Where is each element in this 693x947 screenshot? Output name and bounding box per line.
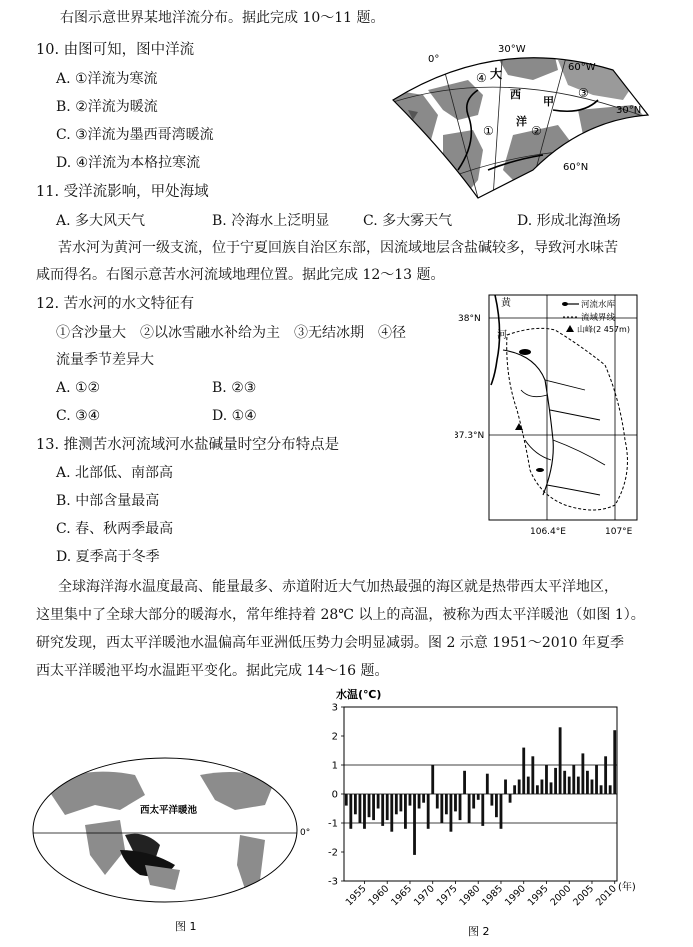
bar: [381, 794, 384, 826]
option-d[interactable]: D. ④洋流为本格拉寒流: [56, 155, 201, 171]
bar: [531, 756, 534, 794]
bar: [413, 794, 416, 855]
x-axis-title: (年): [618, 882, 636, 893]
x-tick-label: 1980: [457, 883, 483, 909]
bar: [481, 794, 484, 826]
figure-caption: 图 1: [175, 920, 197, 933]
bar: [477, 794, 480, 800]
x-tick-label: 2005: [571, 883, 597, 909]
option-b[interactable]: B. 中部含量最高: [56, 493, 160, 509]
bar: [386, 794, 389, 820]
y-tick-label: -1: [328, 818, 338, 830]
bar: [354, 794, 357, 814]
lat-label: 38°N: [458, 314, 481, 324]
lon-label: 106.4°E: [530, 527, 566, 537]
ocean-label: 西: [510, 88, 521, 101]
option-c[interactable]: C. ③④: [56, 408, 101, 424]
bar: [600, 785, 603, 794]
bar: [568, 777, 571, 794]
bar: [581, 753, 584, 794]
bar: [490, 794, 493, 806]
bar: [445, 794, 448, 814]
ocean-current-map: [383, 40, 683, 200]
bar: [513, 785, 516, 794]
question-items: 流量季节差异大: [56, 352, 154, 368]
bar: [595, 765, 598, 794]
bar: [450, 794, 453, 832]
river-label: 河: [497, 330, 507, 341]
bar: [422, 794, 425, 803]
x-tick-label: 1955: [343, 883, 369, 909]
bar: [409, 794, 412, 806]
option-b[interactable]: B. ②洋流为暖流: [56, 99, 158, 115]
x-tick-label: 1990: [502, 883, 528, 909]
bar: [463, 771, 466, 794]
bar: [572, 765, 575, 794]
bar: [472, 794, 475, 809]
y-tick-label: 1: [331, 760, 338, 772]
bar: [486, 774, 489, 794]
intro-text: 西太平洋暖池平均水温距平变化。据此完成 14～16 题。: [36, 663, 389, 679]
bar: [454, 794, 457, 811]
y-tick-label: -2: [328, 847, 338, 859]
question-stem: 13. 推测苦水河流域河水盐碱量时空分布特点是: [36, 437, 340, 453]
bar: [504, 780, 507, 795]
y-tick-label: 2: [331, 731, 338, 743]
y-tick-label: -3: [328, 876, 338, 888]
y-tick-label: 0: [331, 789, 338, 801]
bar: [536, 785, 539, 794]
question-stem: 11. 受洋流影响，甲处海域: [36, 184, 209, 200]
bar: [395, 794, 398, 814]
bar: [613, 730, 616, 794]
bar: [459, 794, 462, 820]
option-c[interactable]: C. ③洋流为墨西哥湾暖流: [56, 127, 214, 143]
x-tick-label: 1970: [411, 883, 437, 909]
bar: [440, 794, 443, 823]
figure-caption: 图 2: [468, 925, 490, 938]
bar: [550, 782, 553, 794]
bar: [372, 794, 375, 820]
bar: [509, 794, 512, 803]
bar: [527, 777, 530, 794]
question-items: ①含沙量大 ②以冰雪融水补给为主 ③无结冰期 ④径: [56, 325, 406, 341]
y-tick-label: 3: [331, 702, 338, 714]
option-a[interactable]: A. 北部低、南部高: [56, 465, 174, 481]
intro-text: 研究发现，西太平洋暖池水温偏高年亚洲低压势力会明显减弱。图 2 示意 1951～2010 年夏季: [36, 635, 624, 651]
ocean-label: 大: [490, 67, 503, 81]
bar: [418, 794, 421, 809]
option-b[interactable]: B. ②③: [212, 380, 257, 396]
option-c[interactable]: C. 多大雾天气: [363, 213, 453, 229]
lon-label: 0°: [428, 54, 440, 65]
river-basin-map: [455, 290, 655, 545]
bar: [404, 794, 407, 829]
x-tick-label: 2000: [548, 883, 574, 909]
current-label: ③: [578, 86, 589, 100]
option-d[interactable]: D. 夏季高于冬季: [56, 549, 160, 565]
x-tick-label: 1985: [480, 883, 506, 909]
bar: [563, 771, 566, 794]
place-label: 甲: [543, 95, 554, 108]
bar: [495, 794, 498, 817]
bar: [368, 794, 371, 817]
option-a[interactable]: A. ①②: [56, 380, 101, 396]
intro-text: 全球海洋海水温度最高、能量最多、赤道附近大气加热最强的海区就是热带西太平洋地区，: [58, 579, 618, 595]
lon-label: 60°W: [568, 62, 596, 73]
bar: [436, 794, 439, 809]
bar: [390, 794, 393, 832]
option-c[interactable]: C. 春、秋两季最高: [56, 521, 174, 537]
question-stem: 12. 苦水河的水文特征有: [36, 296, 195, 312]
lon-label: 30°W: [498, 44, 526, 55]
bar: [518, 780, 521, 795]
option-d[interactable]: D. ①④: [212, 408, 257, 424]
bar: [554, 768, 557, 794]
lat-label: 60°N: [563, 162, 589, 173]
bar: [427, 794, 430, 829]
bar: [577, 777, 580, 794]
ocean-label: 洋: [516, 115, 527, 128]
map-label: 西太平洋暖池: [140, 805, 198, 816]
bar: [363, 794, 366, 829]
option-d[interactable]: D. 形成北海渔场: [517, 213, 621, 229]
bar: [604, 756, 607, 794]
lat-label: 37.3°N: [455, 431, 485, 441]
bar: [377, 794, 380, 809]
option-a[interactable]: A. 多大风天气: [56, 213, 146, 229]
y-axis-title: 水温(℃): [336, 688, 382, 701]
current-label: ④: [476, 71, 487, 85]
option-b[interactable]: B. 冷海水上泛明显: [212, 213, 330, 229]
bar: [522, 748, 525, 794]
bar: [500, 794, 503, 829]
current-label: ①: [483, 124, 494, 138]
bar: [609, 785, 612, 794]
river-label: 黄: [501, 298, 511, 309]
bar: [559, 727, 562, 794]
x-tick-label: 2010: [593, 883, 619, 909]
option-a[interactable]: A. ①洋流为寒流: [56, 71, 158, 87]
sst-anomaly-chart: [320, 685, 690, 943]
intro-text: 右图示意世界某地洋流分布。据此完成 10～11 题。: [60, 10, 385, 26]
lon-label: 107°E: [605, 527, 633, 537]
intro-text: 这里集中了全球大部分的暖海水，常年维持着 28℃ 以上的高温，被称为西太平洋暖池（如图 1）。: [36, 607, 645, 623]
bar: [591, 780, 594, 795]
bar: [586, 771, 589, 794]
lat-label: 30°N: [616, 105, 642, 116]
legend-item: 山峰(2 457m): [577, 325, 630, 334]
question-stem: 10. 由图可知，图中洋流: [36, 42, 195, 58]
x-tick-label: 1995: [525, 883, 551, 909]
bar: [345, 794, 348, 806]
world-map-figure: [25, 755, 315, 935]
legend-item: 流域界线: [581, 313, 616, 323]
lat-label: 0°: [300, 828, 311, 838]
intro-text: 咸而得名。右图示意苦水河流域地理位置。据此完成 12～13 题。: [36, 267, 445, 283]
bar: [545, 765, 548, 794]
x-tick-label: 1965: [389, 883, 415, 909]
bar: [349, 794, 352, 829]
bar: [431, 765, 434, 794]
bar: [541, 780, 544, 795]
x-tick-label: 1960: [366, 883, 392, 909]
x-tick-label: 1975: [434, 883, 460, 909]
current-label: ②: [531, 124, 542, 138]
bar: [399, 794, 402, 811]
legend-item: 河流水库: [581, 300, 616, 310]
intro-text: 苦水河为黄河一级支流，位于宁夏回族自治区东部，因流域地层含盐碱较多，导致河水味苦: [58, 240, 618, 256]
bar: [359, 794, 362, 823]
bar: [468, 794, 471, 823]
